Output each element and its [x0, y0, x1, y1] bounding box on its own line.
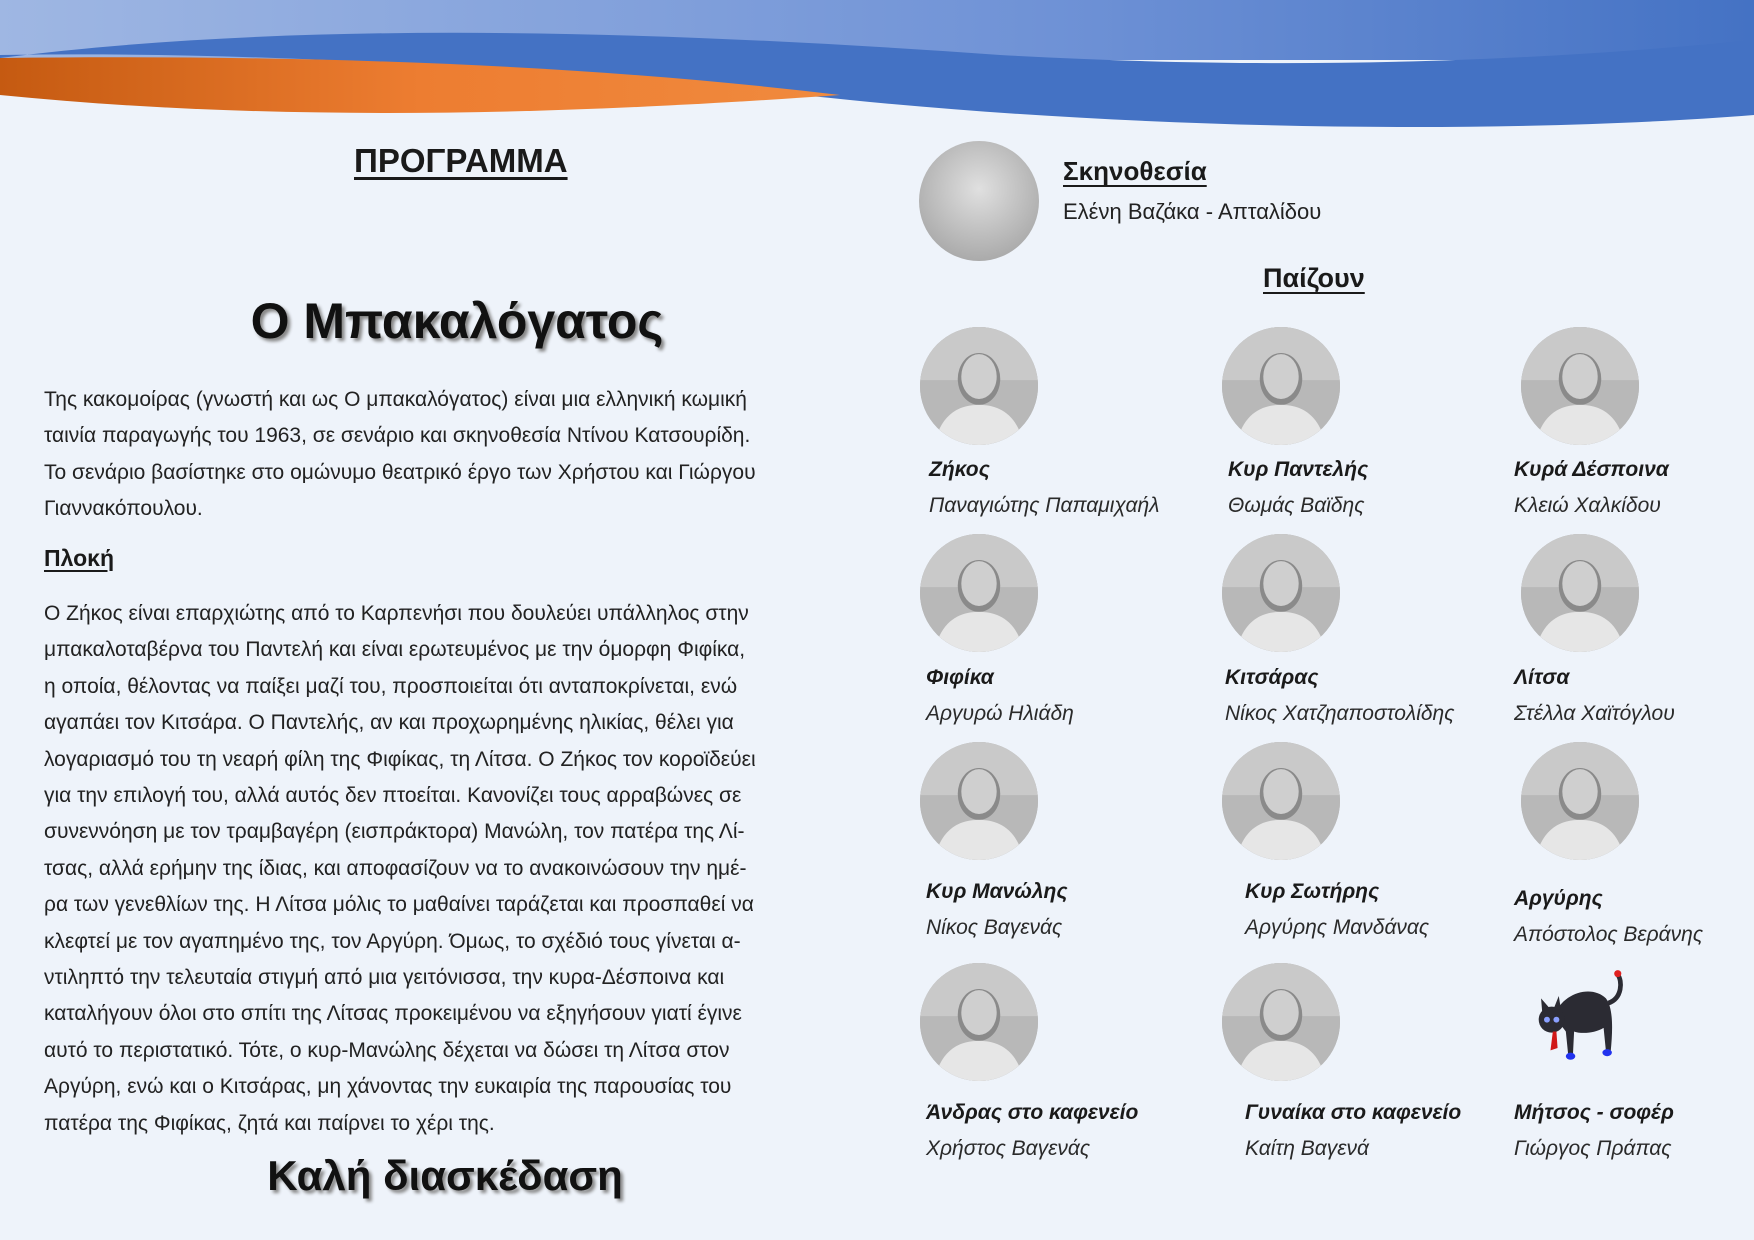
- paragraph-line: πατέρα της Φιφίκας, ζητά και παίρνει το χέρι της.: [44, 1111, 495, 1135]
- cast-actor: Νίκος Χατζηαποστολίδης: [1225, 702, 1455, 725]
- paragraph-line: Της κακομοίρας (γνωστή και ως Ο μπακαλόγατος) είναι μια ελληνική κωμική: [44, 388, 747, 411]
- cast-actor: Καίτη Βαγενά: [1245, 1137, 1369, 1160]
- director-photo: [919, 141, 1039, 261]
- header-wave-decoration: [0, 0, 1754, 140]
- paragraph-line: μπακαλοταβέρνα του Παντελή και είναι ερωτευμένος με την όμορφη Φιφίκα,: [44, 638, 746, 662]
- paragraph-line: αγαπάει τον Κιτσάρα. Ο Παντελής, αν και προχωρημένης ηλικίας, θέλει για: [44, 711, 734, 735]
- cast-actor: Χρήστος Βαγενάς: [926, 1137, 1091, 1160]
- cast-photo: [920, 327, 1038, 445]
- cast-role: Κυρ Παντελής: [1228, 458, 1369, 481]
- paragraph-line: Γιαννακόπουλου.: [44, 497, 203, 521]
- cast-role: Λίτσα: [1514, 666, 1570, 689]
- program-heading: ΠΡΟΓΡΑΜΜΑ: [354, 142, 568, 179]
- cast-photo: [1521, 327, 1639, 445]
- cast-heading: Παίζουν: [1263, 263, 1365, 293]
- cast-actor: Κλειώ Χαλκίδου: [1514, 494, 1661, 517]
- cast-role: Αργύρης: [1514, 887, 1603, 910]
- paragraph-line: τσας, αλλά ερήμην της ίδιας, και αποφασίζουν να το ανακοινώσουν την ημέ-: [44, 856, 747, 880]
- paragraph-line: Το σενάριο βασίστηκε στο ομώνυμο θεατρικό έργο των Χρήστου και Γιώργου: [44, 460, 756, 484]
- cast-actor: Νίκος Βαγενάς: [926, 916, 1063, 939]
- cast-role: Άνδρας στο καφενείο: [926, 1101, 1139, 1124]
- cast-actor: Παναγιώτης Παπαμιχαήλ: [929, 494, 1160, 517]
- paragraph-line: ρα των γενεθλίων της. Η Λίτσα μόλις το μαθαίνει ταράζεται και προσπαθεί να: [44, 893, 754, 917]
- cast-actor: Αργυρώ Ηλιάδη: [926, 702, 1074, 725]
- paragraph-line: αυτό το περιστατικό. Τότε, ο κυρ-Μανώλης δέχεται να δώσει τη Λίτσα στον: [44, 1038, 730, 1062]
- cast-role: Κυρ Σωτήρης: [1245, 880, 1380, 903]
- cast-role: Κυρά Δέσποινα: [1514, 458, 1669, 481]
- cast-photo: [1222, 963, 1340, 1081]
- paragraph-line: η οποία, θέλοντας να παίξει μαζί του, προσποιείται ότι ανταποκρίνεται, ενώ: [44, 674, 738, 698]
- cast-photo: [1222, 327, 1340, 445]
- paragraph-line: Ο Ζήκος είναι επαρχιώτης από το Καρπενήσι που δουλεύει υπάλληλος στην: [44, 602, 749, 625]
- cast-photo: [1521, 742, 1639, 860]
- cast-role: Κυρ Μανώλης: [926, 880, 1068, 903]
- cast-role: Μήτσος - σοφέρ: [1514, 1101, 1674, 1124]
- paragraph-line: κλεφτεί με τον αγαπημένο της, τον Αργύρη. Όμως, το σχέδιό τους γίνεται α-: [44, 929, 741, 953]
- cast-actor: Στέλλα Χαϊτόγλου: [1514, 702, 1675, 725]
- cast-actor: Αργύρης Μανδάνας: [1245, 916, 1430, 939]
- director-name: Ελένη Βαζάκα - Απταλίδου: [1063, 199, 1322, 224]
- paragraph-line: ταινία παραγωγής του 1963, σε σενάριο και σκηνοθεσία Ντίνου Κατσουρίδη.: [44, 424, 751, 448]
- cast-actor: Θωμάς Βαϊδης: [1228, 494, 1365, 517]
- cat-illustration: [1521, 963, 1639, 1081]
- cast-role: Γυναίκα στο καφενείο: [1245, 1101, 1462, 1124]
- cast-role: Κιτσάρας: [1225, 666, 1319, 689]
- cast-photo: [920, 963, 1038, 1081]
- paragraph-line: ντιληπτό την τελευταία στιγμή από μια γειτόνισσα, την κυρα-Δέσποινα και: [44, 966, 725, 990]
- intro-paragraph: [44, 382, 864, 528]
- cast-photo: [920, 742, 1038, 860]
- cast-actor: Γιώργος Πράπας: [1514, 1137, 1672, 1160]
- closing-greeting: Καλή διασκέδαση: [267, 1152, 623, 1199]
- cast-photo: [1222, 534, 1340, 652]
- play-title: Ο Μπακαλόγατος: [250, 293, 664, 349]
- direction-heading: Σκηνοθεσία: [1063, 156, 1207, 186]
- cast-actor: Απόστολος Βεράνης: [1514, 923, 1704, 946]
- cast-role: Φιφίκα: [926, 666, 994, 689]
- plot-heading: Πλοκή: [44, 545, 115, 571]
- paragraph-line: λογαριασμό του τη νεαρή φίλη της Φιφίκας, τη Λίτσα. Ο Ζήκος τον κοροϊδεύει: [44, 747, 756, 771]
- paragraph-line: για την επιλογή του, αλλά αυτός δεν πτοείται. Κανονίζει τους αρραβώνες σε: [44, 784, 742, 808]
- cast-photo: [1521, 534, 1639, 652]
- cast-role: Ζήκος: [929, 458, 990, 481]
- cast-photo: [1222, 742, 1340, 860]
- paragraph-line: συνεννόηση με τον τραμβαγέρη (εισπράκτορα) Μανώλη, τον πατέρα της Λί-: [44, 820, 745, 844]
- paragraph-line: καταλήγουν όλοι στο σπίτι της Λίτσας προκειμένου να εξηγήσουν γιατί έγινε: [44, 1002, 742, 1026]
- cast-photo: [920, 534, 1038, 652]
- plot-paragraph: [44, 596, 864, 1142]
- paragraph-line: Αργύρη, ενώ και ο Κιτσάρας, μη χάνοντας την ευκαιρία της παρουσίας του: [44, 1075, 732, 1099]
